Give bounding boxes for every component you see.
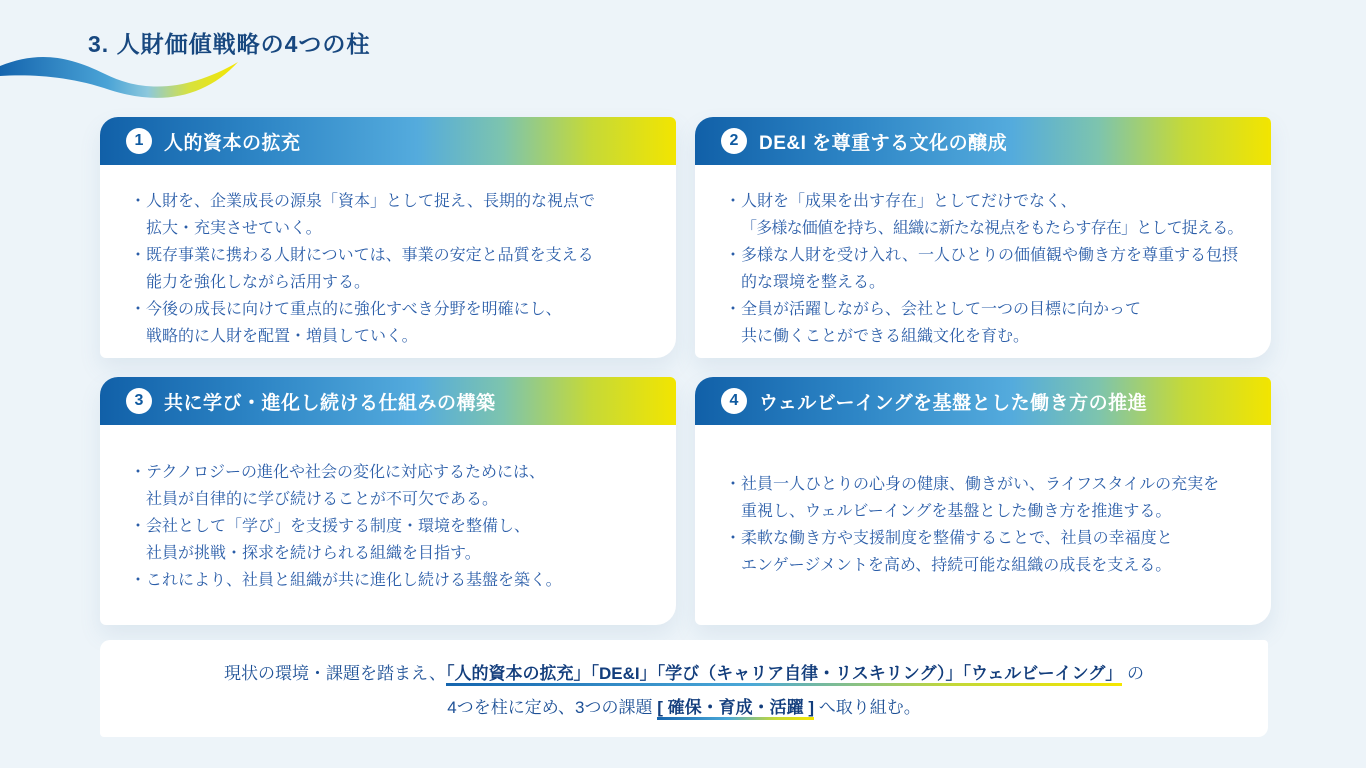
bullet-line: ・柔軟な働き方や支援制度を整備することで、社員の幸福度と xyxy=(725,530,1173,547)
pillar-card-1-body xyxy=(100,165,676,350)
number-badge-3: 3 xyxy=(126,388,152,414)
bullet-line: 拡大・充実させていく。 xyxy=(146,220,322,237)
number-badge-1: 1 xyxy=(126,128,152,154)
pillar-card-2 xyxy=(695,117,1271,358)
pillar-card-2-title: DE&I を尊重する文化の醸成 xyxy=(759,132,1008,154)
bullet-line: 社員が自律的に学び続けることが不可欠である。 xyxy=(146,491,499,508)
pillar-card-4 xyxy=(695,377,1271,625)
bullet-line: 共に働くことができる組織文化を育む。 xyxy=(741,328,1030,345)
pillar-card-4-title: ウェルビーイングを基盤とした働き方の推進 xyxy=(759,392,1148,414)
bullet-line: ・人財を「成果を出す存在」としてだけでなく、 xyxy=(725,193,1077,210)
bullet-line: ・既存事業に携わる人財については、事業の安定と品質を支える xyxy=(130,247,594,264)
pillar-card-4-body xyxy=(695,425,1271,579)
bullet-line: ・人財を、企業成長の源泉「資本」として捉え、長期的な視点で xyxy=(130,193,595,210)
bullet-line: 能力を強化しながら活用する。 xyxy=(146,274,371,291)
number-badge-4: 4 xyxy=(721,388,747,414)
pillar-card-1 xyxy=(100,117,676,358)
bullet-line: ・会社として「学び」を支援する制度・環境を整備し、 xyxy=(130,518,531,535)
bullet-line: エンゲージメントを高め、持続可能な組織の成長を支える。 xyxy=(741,557,1172,574)
summary-line-2-post: へ取り組む。 xyxy=(814,698,921,717)
summary-line-1-post: の xyxy=(1122,664,1144,683)
number-badge-2: 2 xyxy=(721,128,747,154)
pillar-card-2-header xyxy=(695,117,1271,165)
bullet-line: 戦略的に人財を配置・増員していく。 xyxy=(146,328,418,345)
summary-line-1-pre: 現状の環境・課題を踏まえ、 xyxy=(223,664,447,683)
pillar-card-1-header xyxy=(100,117,676,165)
summary-line-2-pre: 4つを柱に定め、3つの課題 xyxy=(447,698,658,717)
footer-highlight-pillars: 「人的資本の拡充」「DE&I」「学び（キャリア自律・リスキリング）」「ウェルビーイング」 xyxy=(446,664,1122,686)
bullet-line: ・これにより、社員と組織が共に進化し続ける基盤を築く。 xyxy=(130,572,562,589)
pillar-card-4-header xyxy=(695,377,1271,425)
wave-swoosh-decoration xyxy=(0,50,240,106)
pillar-card-3-header xyxy=(100,377,676,425)
bullet-line: 重視し、ウェルビーイングを基盤とした働き方を推進する。 xyxy=(741,503,1172,520)
pillar-card-3-body xyxy=(100,425,676,594)
bullet-line: ・今後の成長に向けて重点的に強化すべき分野を明確にし、 xyxy=(130,301,562,318)
bullet-line: 「多様な価値を持ち、組織に新たな視点をもたらす存在」として捉える。 xyxy=(741,220,1243,237)
pillar-card-3 xyxy=(100,377,676,625)
pillar-card-3-title: 共に学び・進化し続ける仕組みの構築 xyxy=(164,392,496,414)
bullet-line: ・テクノロジーの進化や社会の変化に対応するためには、 xyxy=(130,464,546,481)
bullet-line: ・社員一人ひとりの心身の健康、働きがい、ライフスタイルの充実を xyxy=(725,476,1220,493)
bullet-line: ・多様な人財を受け入れ、一人ひとりの価値観や働き方を尊重する包摂 xyxy=(725,247,1238,264)
summary-line-1 xyxy=(100,657,1268,691)
bullet-line: ・全員が活躍しながら、会社として一つの目標に向かって xyxy=(725,301,1142,318)
page-title: 3. 人財価値戦略の4つの柱 xyxy=(88,31,371,57)
summary-line-2 xyxy=(100,691,1268,725)
bullet-line: 社員が挑戦・探求を続けられる組織を目指す。 xyxy=(146,545,481,562)
summary-box xyxy=(100,640,1268,737)
pillar-card-2-body xyxy=(695,165,1271,350)
footer-highlight-tasks: [ 確保・育成・活躍 ] xyxy=(657,698,814,720)
bullet-line: 的な環境を整える。 xyxy=(741,274,886,291)
pillar-card-1-title: 人的資本の拡充 xyxy=(164,132,301,154)
